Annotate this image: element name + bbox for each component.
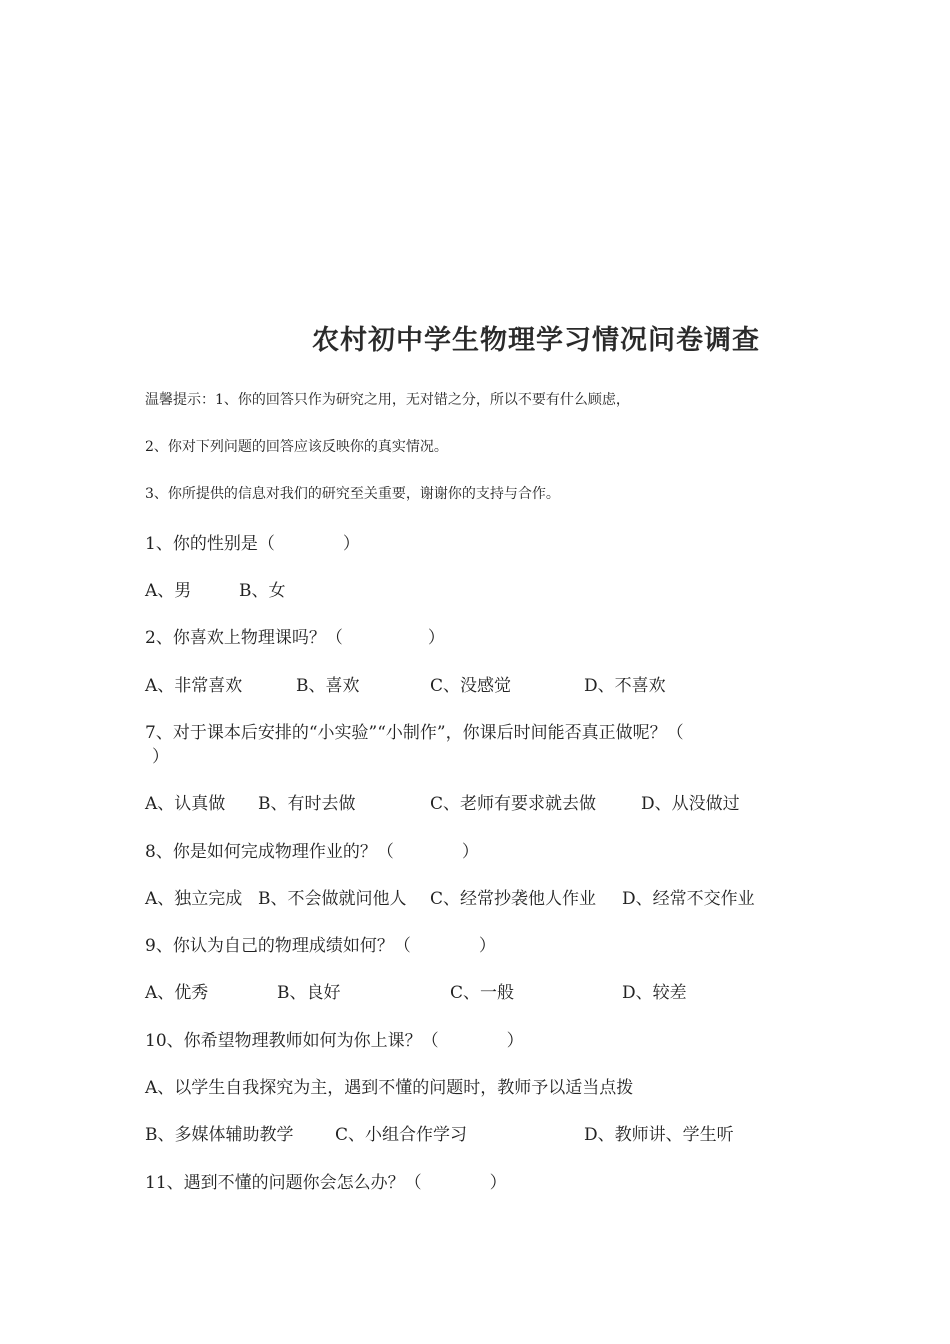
q1-option-a: A、男: [145, 581, 192, 601]
question-1: 1、你的性别是（ ）: [145, 534, 360, 554]
q10-option-b: B、多媒体辅助教学: [145, 1125, 294, 1145]
q2-option-d: D、不喜欢: [584, 676, 666, 696]
tip-line-3: 3、你所提供的信息对我们的研究至关重要，谢谢你的支持与合作。: [145, 486, 560, 502]
q10-option-c: C、小组合作学习: [335, 1125, 468, 1145]
q8-option-d: D、经常不交作业: [622, 889, 755, 909]
question-7: 7、对于课本后安排的“小实验”“小制作”，你课后时间能否真正做呢？（: [145, 723, 684, 743]
q9-option-d: D、较差: [622, 983, 687, 1003]
question-10: 10、你希望物理教师如何为你上课？（ ）: [145, 1031, 524, 1051]
q8-option-b: B、不会做就问他人: [258, 889, 407, 909]
q9-option-a: A、优秀: [145, 983, 209, 1003]
q9-option-c: C、一般: [450, 983, 515, 1003]
q9-option-b: B、良好: [277, 983, 341, 1003]
q2-option-c: C、没感觉: [430, 676, 512, 696]
question-11: 11、遇到不懂的问题你会怎么办？（ ）: [145, 1173, 507, 1193]
q8-option-a: A、独立完成: [145, 889, 243, 909]
q7-option-d: D、从没做过: [641, 794, 740, 814]
q2-option-a: A、非常喜欢: [145, 676, 243, 696]
question-9: 9、你认为自己的物理成绩如何？（ ）: [145, 936, 496, 956]
q8-option-c: C、经常抄袭他人作业: [430, 889, 597, 909]
question-8: 8、你是如何完成物理作业的？（ ）: [145, 842, 479, 862]
q10-option-a: A、以学生自我探究为主，遇到不懂的问题时，教师予以适当点拨: [145, 1078, 634, 1098]
tip-line-1: 温馨提示：1、你的回答只作为研究之用，无对错之分，所以不要有什么顾虑，: [145, 392, 630, 408]
q7-option-a: A、认真做: [145, 794, 226, 814]
page-title: 农村初中学生物理学习情况问卷调查: [312, 325, 760, 356]
q10-option-d: D、教师讲、学生听: [584, 1125, 734, 1145]
q7-option-b: B、有时去做: [258, 794, 356, 814]
question-7-close: ）: [152, 747, 169, 767]
q2-option-b: B、喜欢: [296, 676, 360, 696]
tip-line-2: 2、你对下列问题的回答应该反映你的真实情况。: [145, 439, 448, 455]
q1-option-b: B、女: [239, 581, 286, 601]
q7-option-c: C、老师有要求就去做: [430, 794, 597, 814]
question-2: 2、你喜欢上物理课吗？（ ）: [145, 628, 445, 648]
